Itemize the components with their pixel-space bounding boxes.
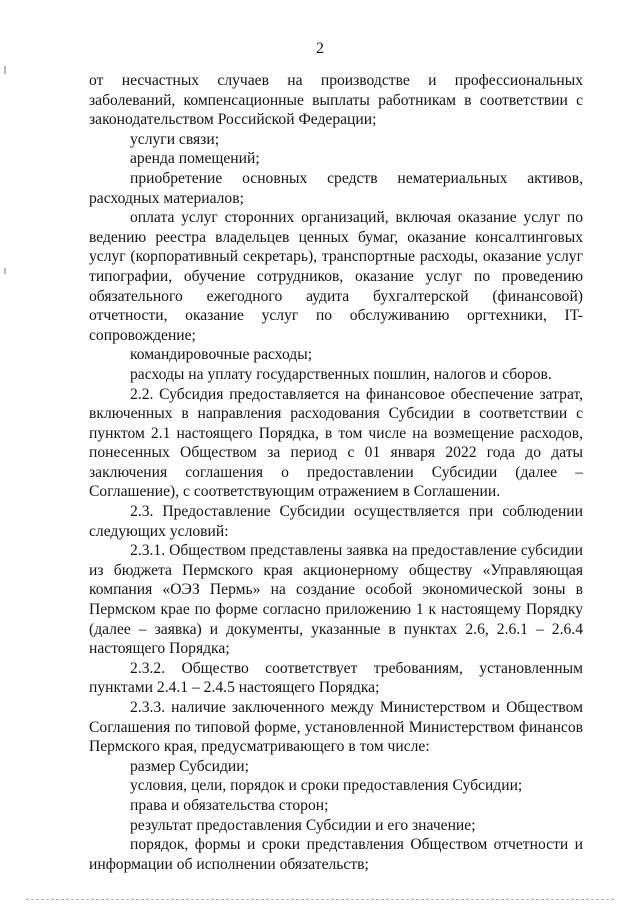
paragraph: права и обязательства сторон; bbox=[130, 796, 329, 814]
paragraph: аренда помещений; bbox=[130, 150, 260, 168]
paragraph: размер Субсидии; bbox=[130, 757, 249, 775]
paragraph: условия, цели, порядок и сроки предоставления Субсидии; bbox=[130, 777, 523, 795]
paragraph: 2.3.1. Обществом представлены заявка на предоставление субсидии из бюджета Пермского края акционерному обществу «Управляющая компания «ОЭЗ Пермь» на создание особой экономической зоны в Пермском крае по форме согласно приложению 1 к настоящему Порядку (далее – заявка) и документы, указанные в пунктах 2.6, 2.6.1 – 2.6.4 настоящего Порядка; bbox=[89, 542, 583, 658]
paragraph: 2.3.3. наличие заключенного между Министерством и Обществом Соглашения по типовой форме, установленной Министерством финансов Пермского края, предусматривающего в том числе: bbox=[89, 699, 583, 756]
paragraph: результат предоставления Субсидии и его значение; bbox=[130, 816, 476, 834]
paragraph: расходы на уплату государственных пошлин, налогов и сборов. bbox=[130, 365, 552, 383]
scan-edge-mark bbox=[4, 66, 6, 74]
page-number: 2 bbox=[316, 40, 324, 57]
paragraph: командировочные расходы; bbox=[130, 346, 313, 364]
paragraph: 2.3. Предоставление Субсидии осуществляется при соблюдении следующих условий: bbox=[89, 503, 583, 540]
paragraph: услуги связи; bbox=[130, 130, 220, 148]
paragraph: 2.3.2. Общество соответствует требованиям, установленным пунктами 2.4.1 – 2.4.5 настоящего Порядка; bbox=[89, 659, 583, 697]
paragraph: порядок, формы и сроки представления Обществом отчетности и информации об исполнении обязательств; bbox=[89, 836, 583, 873]
paragraph: приобретение основных средств нематериальных активов, расходных материалов; bbox=[89, 169, 583, 207]
paragraph: от несчастных случаев на производстве и профессиональных заболеваний, компенсационные выплаты работникам в соответствии с законодательством Российской Федерации; bbox=[89, 72, 583, 129]
paragraph: 2.2. Субсидия предоставляется на финансовое обеспечение затрат, включенных в направления расходования Субсидии в соответствии с пунктом 2.1 настоящего Порядка, в том числе на возмещение расходов, понесенных Обществом за период с 01 января 2022 года до даты заключения соглашения о предоставлении Субсидии (далее – Соглашение), с соответствующим отражением в Соглашении. bbox=[89, 385, 583, 501]
paragraph: оплата услуг сторонних организаций, включая оказание услуг по ведению реестра владельцев ценных бумаг, оказание консалтинговых услуг (корпоративный секретарь), транспортные расходы, оказание услуг типографии, обучение сотрудников, оказание услуг по проведению обязательного ежегодного аудита бухгалтерской (финансовой) отчетности, оказание услуг по обслуживанию оргтехники, IT-сопровождение; bbox=[89, 209, 583, 344]
scan-edge-mark bbox=[4, 268, 6, 274]
scan-bottom-artifact bbox=[26, 899, 614, 901]
document-body bbox=[89, 71, 583, 874]
